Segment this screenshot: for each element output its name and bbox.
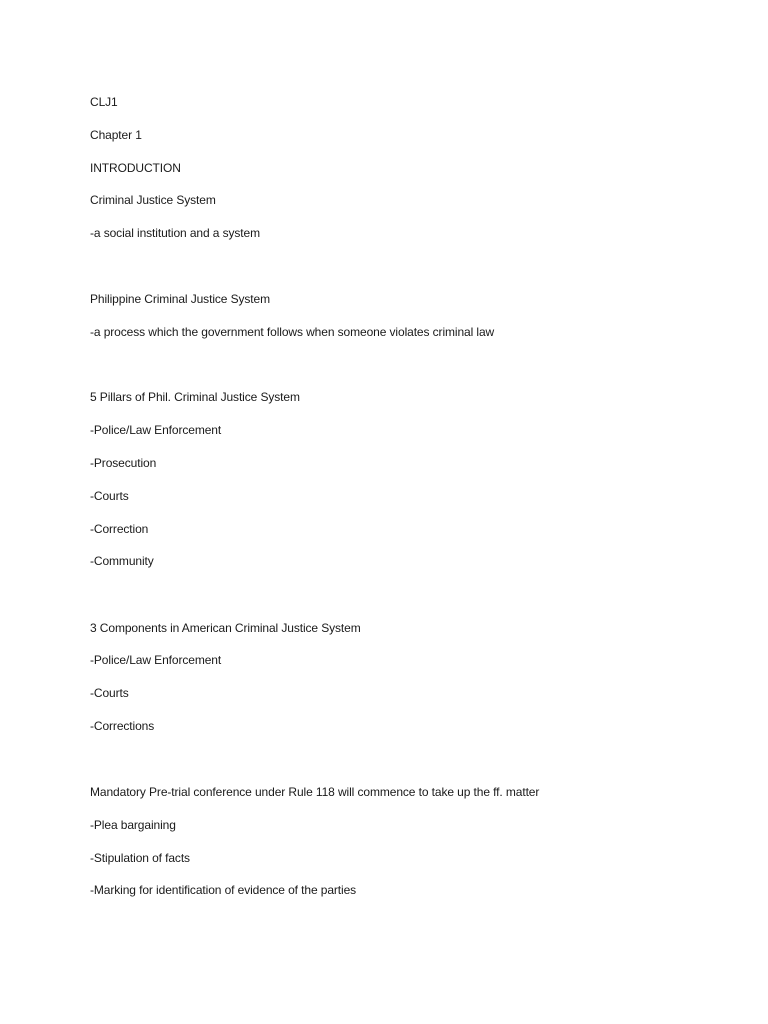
term-definition: -a social institution and a system [90, 226, 261, 240]
list-item: -Prosecution [90, 456, 157, 470]
list-item: -Marking for identification of evidence of the parties [90, 883, 357, 897]
term-definition: -a process which the government follows when someone violates criminal law [90, 325, 495, 339]
list-item: -Courts [90, 489, 129, 503]
list-item: -Corrections [90, 719, 155, 733]
list-item: -Correction [90, 522, 149, 536]
list-item: -Stipulation of facts [90, 851, 190, 865]
section-title: INTRODUCTION [90, 161, 181, 175]
list-heading: 5 Pillars of Phil. Criminal Justice System [90, 390, 300, 404]
list-item: -Courts [90, 686, 129, 700]
list-item: -Community [90, 554, 154, 568]
list-item: -Police/Law Enforcement [90, 653, 222, 667]
term-heading: Criminal Justice System [90, 193, 216, 207]
list-item: -Police/Law Enforcement [90, 423, 222, 437]
list-item: -Plea bargaining [90, 818, 176, 832]
chapter-heading: Chapter 1 [90, 128, 142, 142]
list-heading: 3 Components in American Criminal Justice System [90, 621, 361, 635]
list-heading: Mandatory Pre-trial conference under Rule 118 will commence to take up the ff. matter [90, 785, 540, 799]
course-code: CLJ1 [90, 95, 118, 109]
term-heading: Philippine Criminal Justice System [90, 292, 270, 306]
